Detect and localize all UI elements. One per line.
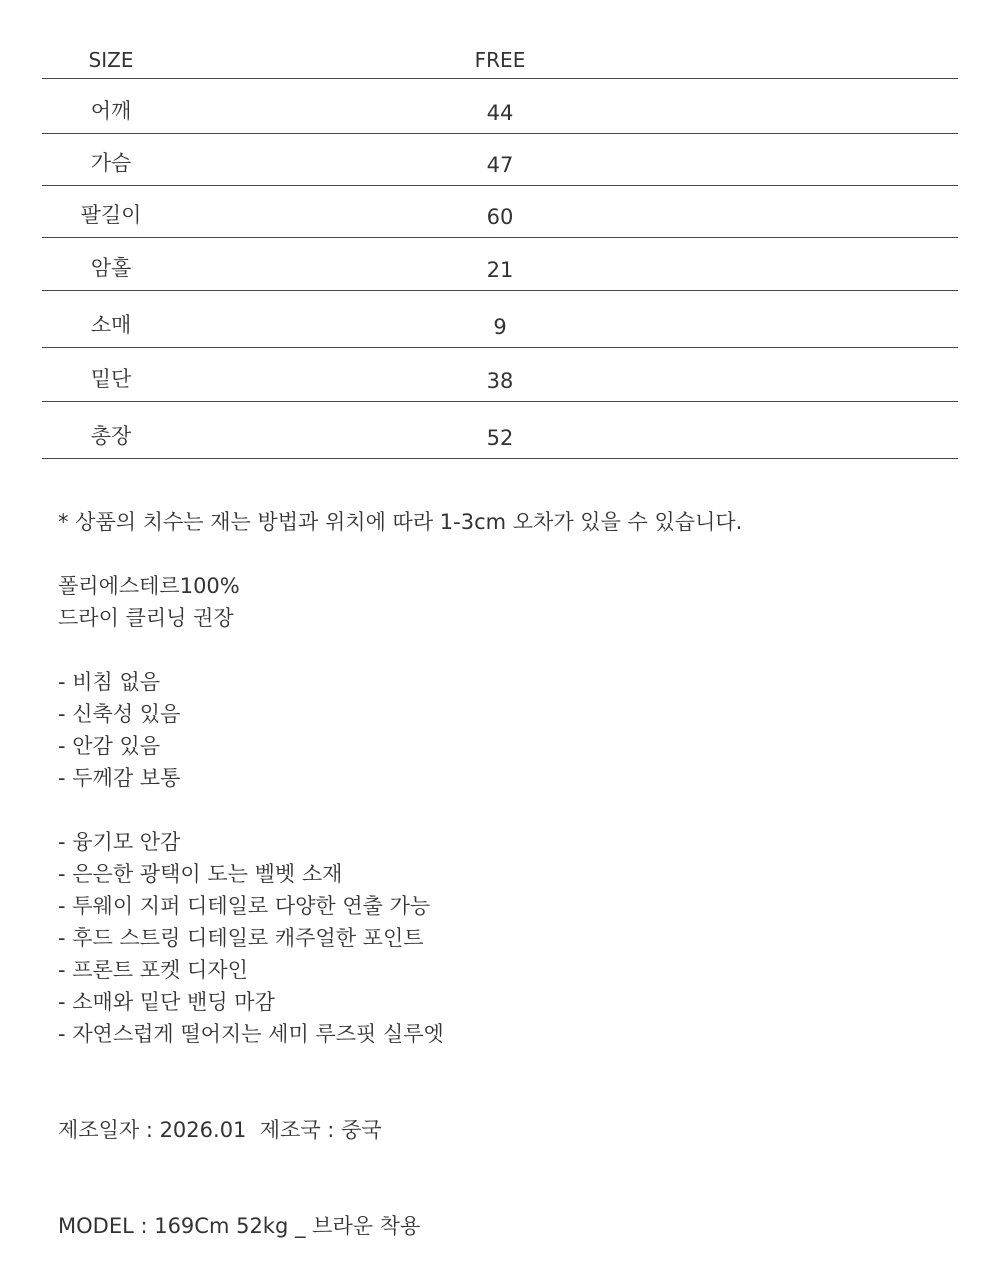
measure-value: 47 — [486, 153, 514, 177]
list-item: - 프론트 포켓 디자인 — [58, 958, 248, 982]
measure-value: 38 — [486, 369, 514, 393]
measure-label: 소매 — [90, 313, 132, 337]
measure-value: 44 — [486, 101, 514, 125]
measure-value: 52 — [486, 426, 514, 450]
model-text: MODEL : 169Cm 52kg _ 브라운 착용 — [58, 1214, 421, 1238]
measurement-note — [58, 506, 742, 538]
measure-value: 9 — [493, 315, 507, 339]
cleaning-text: 드라이 클리닝 권장 — [58, 606, 234, 630]
table-row — [42, 238, 958, 291]
list-item: - 안감 있음 — [58, 734, 161, 758]
list-item: - 비침 없음 — [58, 670, 161, 694]
measure-label: 밑단 — [90, 367, 132, 391]
measure-label: 총장 — [90, 424, 132, 448]
list-item: - 투웨이 지퍼 디테일로 다양한 연출 가능 — [58, 894, 431, 918]
properties-list — [58, 666, 180, 794]
list-item: - 자연스럽게 떨어지는 세미 루즈핏 실루엣 — [58, 1022, 444, 1046]
table-row — [42, 186, 958, 238]
list-item: - 은은한 광택이 도는 벨벳 소재 — [58, 862, 343, 886]
size-header-label: SIZE — [88, 48, 134, 72]
measure-label: 암홀 — [90, 256, 132, 280]
care-info — [58, 570, 240, 634]
table-row — [42, 79, 958, 134]
model-info — [58, 1210, 420, 1242]
list-item: - 후드 스트링 디테일로 캐주얼한 포인트 — [58, 926, 424, 950]
manufacture-text: 제조일자 : 2026.01 제조국 : 중국 — [58, 1118, 382, 1142]
size-table-header — [42, 38, 958, 79]
list-item: - 신축성 있음 — [58, 702, 181, 726]
manufacture-info — [58, 1114, 382, 1146]
measurement-note-text: * 상품의 치수는 재는 방법과 위치에 따라 1-3cm 오차가 있을 수 있습니다. — [58, 510, 743, 534]
list-item: - 융기모 안감 — [58, 830, 181, 854]
size-table — [42, 38, 958, 459]
list-item: - 두께감 보통 — [58, 766, 181, 790]
table-row — [42, 348, 958, 402]
material-text: 폴리에스테르100% — [58, 574, 240, 598]
list-item: - 소매와 밑단 밴딩 마감 — [58, 990, 275, 1014]
table-row — [42, 291, 958, 348]
measure-label: 팔길이 — [80, 203, 142, 227]
table-row — [42, 402, 958, 459]
measure-label: 어깨 — [90, 99, 132, 123]
features-list — [58, 826, 444, 1050]
measure-label: 가슴 — [90, 151, 132, 175]
table-row — [42, 134, 958, 186]
size-header-value: FREE — [474, 48, 526, 72]
measure-value: 21 — [486, 258, 514, 282]
measure-value: 60 — [486, 205, 514, 229]
